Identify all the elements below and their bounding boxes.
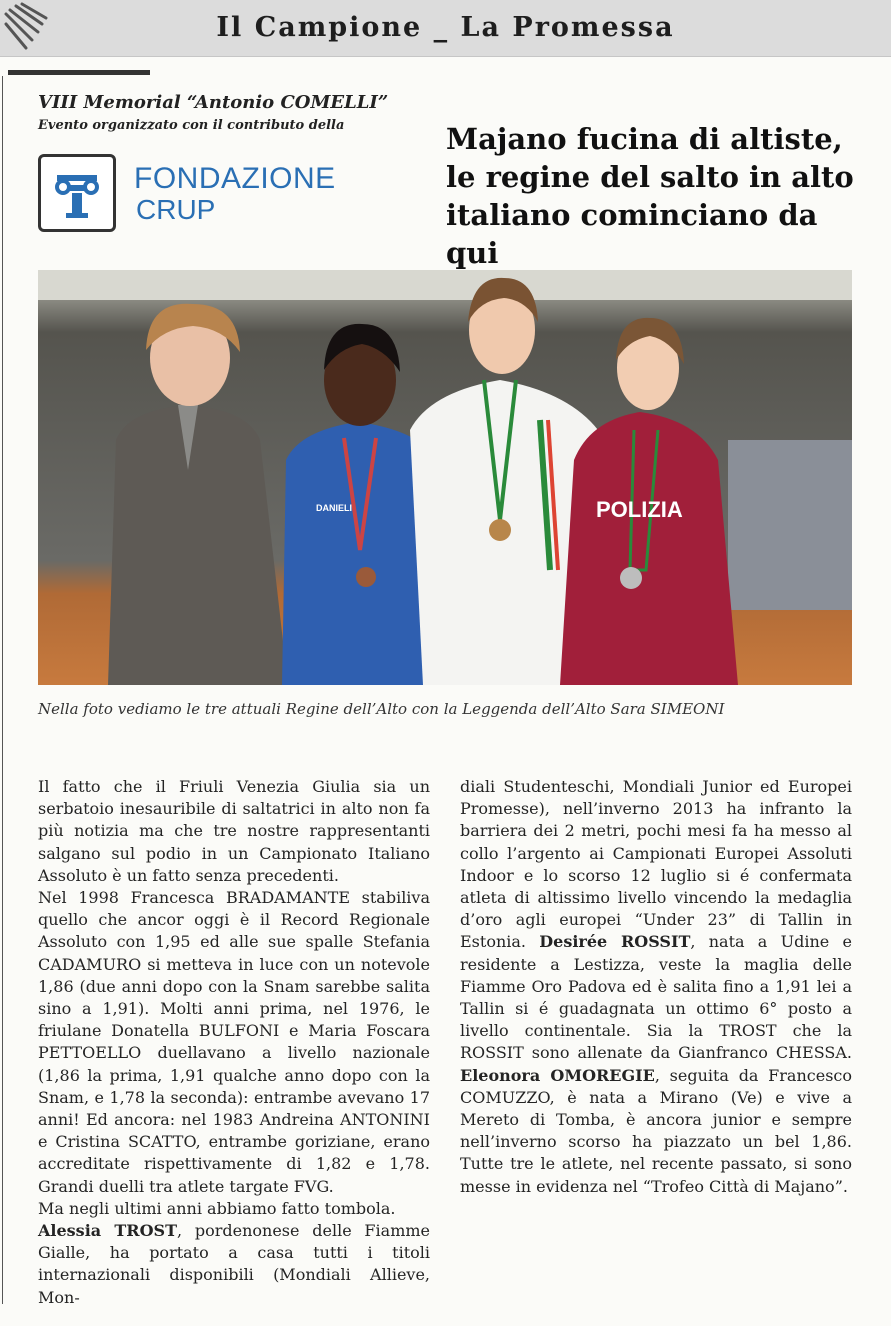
paragraph-text: , pordenonese delle Fiamme Gialle, ha portato a casa tutti i titoli internazionali disponibili (Mondiali Allieve, Mon-	[38, 1221, 431, 1307]
paragraph	[38, 1220, 430, 1309]
section-header	[0, 0, 891, 57]
paragraph: Il fatto che il Friuli Venezia Giulia sia un serbatoio inesauribile di saltatrici in alto non fa più notizia ma che tre nostre rappresentanti salgano sul podio in un Campionato Italiano Assoluto è un fatto senza precedenti.	[38, 777, 430, 885]
article-column-right	[460, 776, 852, 1198]
sponsor-emblem	[38, 154, 116, 232]
paragraph-text: diali Studenteschi, Mondiali Junior ed Europei Promesse), nell’inverno 2013 ha infranto la barriera dei 2 metri, pochi mesi fa ha messo al collo l’argento ai Campionati Europei Assoluti Indoor e lo scorso 12 luglio si é confermata atleta di altissimo livello vincendo la medaglia d’oro agli europei “Under 23” di Tallin in Estonia.	[460, 777, 852, 952]
sponsor-name: FONDAZIONE	[134, 162, 336, 195]
paragraph-text: , seguita da Francesco COMUZZO, è nata a Mirano (Ve) e vive a Mereto di Tomba, è ancora junior e sempre nell’inverno scorso ha piazzato un bel 1,86. Tutte tre le atlete, nel recente passato, si sono messe in evidenza nel “Trofeo Città di Majano”.	[460, 1065, 853, 1196]
podium-photo	[38, 270, 852, 685]
event-title: VIII Memorial “Antonio COMELLI”	[38, 92, 389, 113]
paragraph: Ma negli ultimi anni abbiamo fatto tombola.	[38, 1198, 396, 1218]
jersey-label: DANIELI	[316, 503, 352, 513]
sponsor-brand: CRUP	[136, 194, 216, 225]
sponsor-logo	[38, 152, 358, 236]
jersey-label: POLIZIA	[596, 497, 683, 522]
paragraph-text: , nata a Udine e residente a Lestizza, veste la maglia delle Fiamme Oro Padova ed è salita fino a 1,91 lei a Tallin si é guadagnata un ottimo 6° posto a livello continentale. Sia la TROST che la ROSSIT sono allenate da Gianfranco CHESSA.	[460, 932, 852, 1063]
left-border	[2, 76, 3, 1304]
paragraph	[460, 776, 852, 1198]
athlete-name: Desirée ROSSIT	[539, 932, 691, 952]
athlete-name: Eleonora OMOREGIE	[460, 1065, 655, 1085]
column-capital-icon	[41, 157, 113, 229]
athlete-name: Alessia TROST	[38, 1221, 177, 1241]
section-title: Il Campione _ La Promessa	[216, 12, 675, 43]
article-headline	[446, 120, 866, 272]
accent-rule	[8, 70, 150, 75]
paragraph: Nel 1998 Francesca BRADAMANTE stabiliva quello che ancor oggi è il Record Regionale Assoluto con 1,95 ed alle sue spalle Stefania CADAMURO si metteva in luce con un notevole 1,86 (due anni dopo con la Snam sarebbe salita sino a 1,91). Molti anni prima, nel 1976, le friulane Donatella BULFONI e Maria Foscara PETTOELLO duellavano a livello nazionale (1,86 la prima, 1,91 qualche anno dopo con la Snam, e 1,78 la seconda): entrambe avevano 17 anni! Ed ancora: nel 1983 Andreina ANTONINI e Cristina SCATTO, entrambe goriziane, erano accreditate rispettivamente di 1,82 e 1,78. Grandi duelli tra atlete targate FVG.	[38, 888, 430, 1196]
event-subtitle: Evento organizzato con il contributo della	[38, 118, 345, 133]
article-column-left	[38, 776, 430, 1309]
headline-line: italiano cominciano da qui	[446, 198, 818, 270]
photo-caption: Nella foto vediamo le tre attuali Regine dell’Alto con la Leggenda dell’Alto Sara SIMEONI	[38, 700, 725, 718]
headline-line: le regine del salto in alto	[446, 160, 854, 194]
headline-line: Majano fucina di altiste,	[446, 122, 843, 156]
